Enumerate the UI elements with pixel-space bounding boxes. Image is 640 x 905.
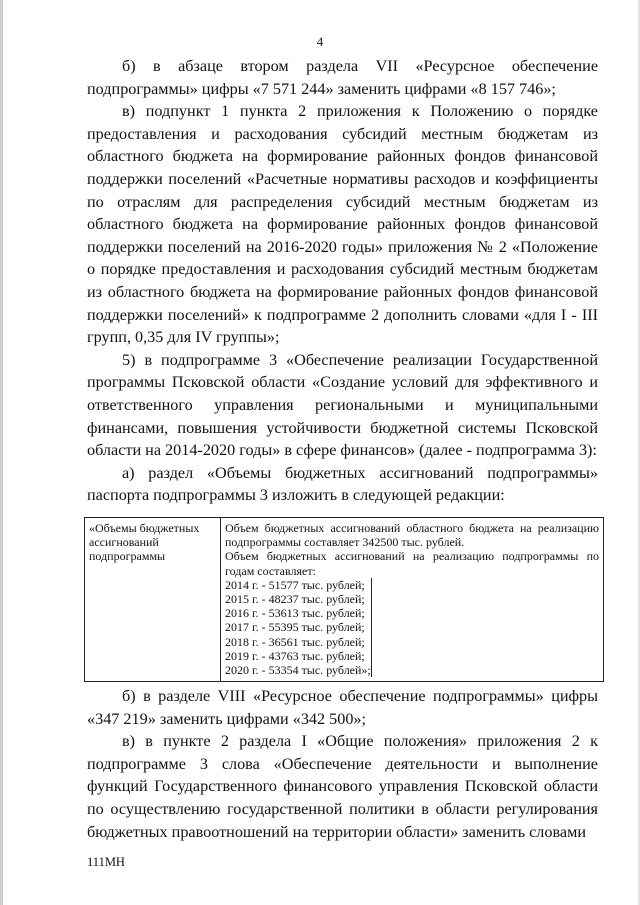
table-year-row: 2018 г. - 36561 тыс. рублей; (225, 635, 372, 649)
text-block-top (87, 55, 598, 507)
text-block-bottom (87, 685, 598, 843)
table-total-text: Объем бюджетных ассигнований областного бюджета на реализацию подпрограммы составляет 342500 тыс. рублей. (225, 521, 599, 550)
table-value-cell (221, 518, 604, 682)
table-year-row: 2014 г. - 51577 тыс. рублей; (225, 578, 372, 592)
budget-allocation-table (84, 517, 604, 682)
paragraph: 5) в подпрограмме 3 «Обеспечение реализации Государственной программы Псковской области «Создание условий для эффективного и ответственного управления региональными и муниципальными финансами, повышения устойчивости бюджетной системы Псковской области на 2014-2020 годы» в сфере финансов» (далее - подпрограмма 3): (87, 350, 598, 460)
paragraph: а) раздел «Объемы бюджетных ассигнований подпрограммы» паспорта подпрограммы 3 изложить в следующей редакции: (87, 463, 598, 505)
paragraph: б) в абзаце втором раздела VII «Ресурсное обеспечение подпрограммы» цифры «7 571 244» заменить цифрами «8 157 746»; (87, 57, 598, 98)
scan-edge-left (0, 0, 3, 905)
table-by-year-text: Объем бюджетных ассигнований на реализацию подпрограммы по годам составляет: (225, 549, 599, 578)
footer-code: 111МН (87, 855, 125, 869)
page-number: 4 (316, 34, 324, 49)
table-year-row: 2015 г. - 48237 тыс. рублей; (225, 592, 372, 606)
table-label-cell: «Объемы бюджетных ассигнований подпрограммы (85, 518, 221, 682)
paragraph: в) подпункт 1 пункта 2 приложения к Положению о порядке предоставления и расходования субсидий местным бюджетам из областного бюджета на формирование районных фондов финансовой поддержки поселений «Расчетные нормативы расходов и коэффициенты по отраслям для распределения субсидий местным бюджетам из областного бюджета на формирование районных фондов финансовой поддержки поселений на 2016-2020 годы» приложения № 2 «Положение о порядке предоставления и расходования субсидий местным бюджетам из областного бюджета на формирование районных фондов финансовой поддержки поселений» к подпрограмме 2 дополнить словами «для I - III групп, 0,35 для IV группы»; (87, 102, 598, 347)
table-year-row: 2017 г. - 55395 тыс. рублей; (225, 620, 372, 634)
paragraph: в) в пункте 2 раздела I «Общие положения» приложения 2 к подпрограмме 3 слова «Обеспечение деятельности и выполнение функций Государственного финансового управления Псковской области по осуществлению государственной политики в области регулирования бюджетных правоотношений на территории области» заменить словами (87, 732, 598, 841)
table-year-row: 2019 г. - 43763 тыс. рублей; (225, 649, 372, 663)
paragraph: б) в разделе VIII «Ресурсное обеспечение подпрограммы» цифры «347 219» заменить цифрами «342 500»; (87, 687, 598, 728)
table-year-row: 2020 г. - 53354 тыс. рублей»; (225, 663, 371, 678)
table-year-row: 2016 г. - 53613 тыс. рублей; (225, 606, 372, 620)
